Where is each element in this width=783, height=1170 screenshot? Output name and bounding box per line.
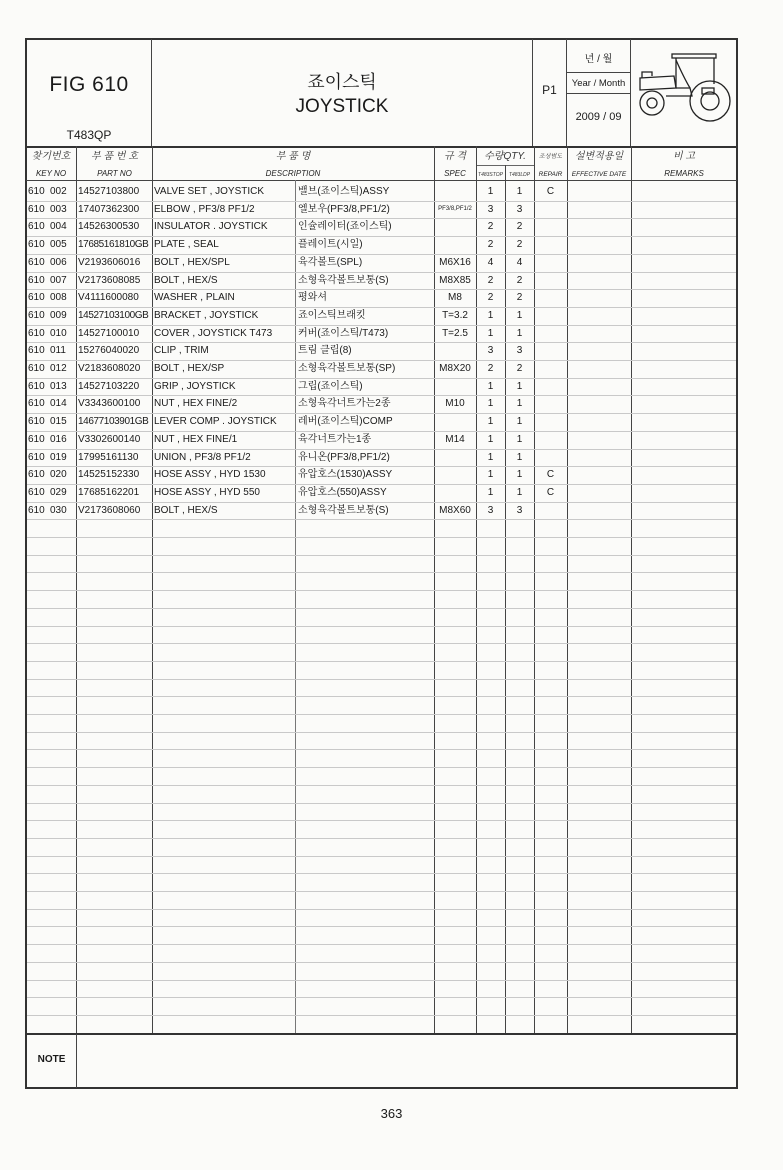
page-title-korean: 죠이스틱	[307, 72, 377, 92]
column-divider	[295, 180, 296, 1034]
description-cell: BOLT , HEX/SPL	[154, 257, 230, 268]
row-rule	[27, 643, 736, 644]
row-rule	[27, 449, 736, 450]
tractor-icon	[632, 48, 734, 128]
description-ko-cell: 트림 클립(8)	[298, 345, 352, 356]
qty-cell: 1	[516, 398, 523, 409]
fig-cell: 610	[28, 239, 45, 250]
qty-cell: 2	[487, 239, 494, 250]
description-cell: CLIP , TRIM	[154, 345, 209, 356]
row-rule	[27, 661, 736, 662]
row-rule	[27, 944, 736, 945]
column-header-desc: DESCRIPTION	[265, 169, 321, 178]
description-cell: PLATE , SEAL	[154, 239, 219, 250]
row-rule	[27, 785, 736, 786]
fig-cell: 610	[28, 204, 45, 215]
description-ko-cell: 유니온(PF3/8,PF1/2)	[298, 452, 390, 463]
description-cell: BRACKET , JOYSTICK	[154, 310, 259, 321]
description-cell: ELBOW , PF3/8 PF1/2	[154, 204, 255, 215]
row-rule	[27, 555, 736, 556]
qty-cell: 4	[487, 257, 494, 268]
qty-cell: 2	[487, 363, 494, 374]
column-header-part: PART NO	[97, 169, 132, 178]
part-no-cell: 14527103100GB	[78, 310, 149, 321]
qty-cell: 1	[516, 469, 523, 480]
year-month-value: 2009 / 09	[575, 111, 622, 123]
part-no-cell: 14525152330	[78, 469, 140, 480]
fig-cell: 610	[28, 469, 45, 480]
row-rule	[27, 254, 736, 255]
description-cell: NUT , HEX FINE/2	[154, 398, 238, 409]
part-no-cell: 15276040020	[78, 345, 140, 356]
description-ko-cell: 소형육각볼트보통(S)	[298, 275, 389, 286]
row-rule	[27, 749, 736, 750]
description-cell: WASHER , PLAIN	[154, 292, 235, 303]
description-ko-cell: 평와셔	[298, 292, 327, 303]
fig-cell: 610	[28, 363, 45, 374]
qty-cell: 1	[487, 452, 494, 463]
column-header-key-ko: 찾기번호	[31, 151, 71, 162]
row-rule	[27, 378, 736, 379]
row-rule	[27, 342, 736, 343]
part-no-cell: V3343600100	[78, 398, 141, 409]
qty-cell: 1	[487, 310, 494, 321]
key-no-cell: 014	[50, 398, 67, 409]
description-ko-cell: 소형육각볼트보통(S)	[298, 505, 389, 516]
key-no-cell: 016	[50, 434, 67, 445]
spec-cell: M8X20	[439, 363, 471, 374]
fig-cell: 610	[28, 328, 45, 339]
description-ko-cell: 커버(죠이스틱/T473)	[298, 328, 389, 339]
description-cell: HOSE ASSY , HYD 550	[154, 487, 260, 498]
qty-cell: 1	[516, 310, 523, 321]
row-rule	[27, 696, 736, 697]
qty-cell: 2	[487, 292, 494, 303]
fig-cell: 610	[28, 398, 45, 409]
spec-cell: M14	[445, 434, 465, 445]
key-no-cell: 011	[50, 345, 66, 356]
fig-cell: 610	[28, 505, 45, 516]
row-rule	[27, 519, 736, 520]
qty-cell: 2	[516, 292, 523, 303]
spec-cell: M8	[448, 292, 462, 303]
qty-cell: 1	[516, 328, 523, 339]
repair-cell: C	[546, 487, 555, 498]
part-no-cell: V4111600080	[78, 292, 139, 303]
fig-cell: 610	[28, 416, 45, 427]
description-ko-cell: 그립(죠이스틱)	[298, 381, 363, 392]
part-no-cell: V2193606016	[78, 257, 141, 268]
column-header-desc-ko: 부 품 명	[275, 151, 311, 162]
qty-cell: 1	[487, 434, 494, 445]
qty-cell: 3	[516, 204, 523, 215]
spec-cell: M6X16	[439, 257, 471, 268]
row-rule	[27, 484, 736, 485]
description-cell: BOLT , HEX/S	[154, 505, 218, 516]
row-rule	[27, 218, 736, 219]
key-no-cell: 007	[50, 275, 67, 286]
qty-cell: 2	[516, 275, 523, 286]
row-rule	[27, 626, 736, 627]
spec-cell: M8X85	[439, 275, 471, 286]
qty-cell: 2	[487, 275, 494, 286]
model-code: T483QP	[66, 128, 112, 142]
fig-cell: 610	[28, 452, 45, 463]
row-rule	[27, 608, 736, 609]
figure-number: FIG 610	[49, 73, 129, 96]
key-no-cell: 008	[50, 292, 67, 303]
column-header-key: KEY NO	[35, 169, 67, 178]
description-ko-cell: 죠이스틱브래킷	[298, 310, 366, 321]
row-rule	[27, 307, 736, 308]
column-header-qty-sub1: T483STOP	[478, 172, 503, 178]
row-rule	[27, 502, 736, 503]
qty-cell: 1	[487, 328, 494, 339]
fig-cell: 610	[28, 487, 45, 498]
page-number: 363	[380, 1106, 403, 1121]
page-title: JOYSTICK	[295, 96, 389, 117]
header-divider	[566, 72, 630, 73]
key-no-cell: 006	[50, 257, 67, 268]
description-ko-cell: 유압호스(1530)ASSY	[298, 469, 393, 480]
key-no-cell: 012	[50, 363, 67, 374]
qty-cell: 2	[516, 221, 523, 232]
fig-cell: 610	[28, 292, 45, 303]
row-rule	[27, 272, 736, 273]
qty-cell: 1	[516, 434, 523, 445]
row-rule	[27, 856, 736, 857]
qty-cell: 1	[487, 381, 494, 392]
description-ko-cell: 플레이트(시일)	[298, 239, 363, 250]
qty-cell: 1	[516, 381, 523, 392]
column-header-eff: EFFECTIVE DATE	[571, 171, 627, 178]
qty-cell: 3	[516, 345, 523, 356]
description-ko-cell: 육각볼트(SPL)	[298, 257, 363, 268]
column-header-remarks: REMARKS	[664, 169, 704, 178]
fig-cell: 610	[28, 345, 45, 356]
key-no-cell: 013	[50, 381, 67, 392]
qty-cell: 1	[487, 487, 494, 498]
qty-cell: 1	[487, 469, 494, 480]
part-no-cell: 17407362300	[78, 204, 140, 215]
part-no-cell: V2183608020	[78, 363, 141, 374]
row-rule	[27, 820, 736, 821]
spec-cell: M10	[445, 398, 465, 409]
qty-cell: 2	[516, 363, 523, 374]
row-rule	[27, 962, 736, 963]
key-no-cell: 009	[50, 310, 67, 321]
row-rule	[27, 909, 736, 910]
note-top-border	[26, 1033, 737, 1035]
fig-cell: 610	[28, 434, 45, 445]
row-rule	[27, 466, 736, 467]
description-ko-cell: 육각너트가는1종	[298, 434, 372, 445]
fig-cell: 610	[28, 381, 45, 392]
description-ko-cell: 엘보우(PF3/8,PF1/2)	[298, 204, 390, 215]
row-rule	[27, 803, 736, 804]
fig-cell: 610	[28, 275, 45, 286]
spec-cell: PF3/8,PF1/2	[438, 206, 472, 212]
row-rule	[27, 732, 736, 733]
key-no-cell: 019	[50, 452, 67, 463]
part-no-cell: 14677103901GB	[78, 416, 149, 427]
row-rule	[27, 873, 736, 874]
part-no-cell: V3302600140	[78, 434, 141, 445]
qty-cell: 3	[516, 505, 523, 516]
header-divider	[566, 93, 630, 94]
row-rule	[27, 1015, 736, 1016]
description-ko-cell: 인슐레이터(죠이스틱)	[298, 221, 392, 232]
row-rule	[27, 201, 736, 202]
qty-cell: 3	[487, 204, 494, 215]
column-header-repair: REPAIR	[538, 171, 563, 178]
row-rule	[27, 997, 736, 998]
description-ko-cell: 소형육각볼트보통(SP)	[298, 363, 396, 374]
spec-cell: T=3.2	[442, 310, 468, 321]
part-no-cell: V2173608085	[78, 275, 141, 286]
row-rule	[27, 891, 736, 892]
part-no-cell: 14526300530	[78, 221, 140, 232]
part-no-cell: 14527103220	[78, 381, 140, 392]
row-rule	[27, 980, 736, 981]
description-cell: COVER , JOYSTICK T473	[154, 328, 273, 339]
column-header-qty: 수량QTY.	[484, 151, 526, 162]
row-rule	[27, 360, 736, 361]
row-rule	[27, 236, 736, 237]
fig-cell: 610	[28, 257, 45, 268]
description-cell: BOLT , HEX/SP	[154, 363, 225, 374]
key-no-cell: 029	[50, 487, 67, 498]
qty-cell: 1	[516, 416, 523, 427]
row-rule	[27, 926, 736, 927]
qty-cell: 4	[516, 257, 523, 268]
repair-cell: C	[546, 186, 555, 197]
key-no-cell: 005	[50, 239, 67, 250]
fig-cell: 610	[28, 186, 45, 197]
description-cell: VALVE SET , JOYSTICK	[154, 186, 265, 197]
description-ko-cell: 소형육각너트가는2종	[298, 398, 391, 409]
description-ko-cell: 유압호스(550)ASSY	[298, 487, 387, 498]
row-rule	[27, 838, 736, 839]
key-no-cell: 010	[50, 328, 67, 339]
row-rule	[27, 714, 736, 715]
qty-cell: 3	[487, 505, 494, 516]
description-ko-cell: 레버(죠이스틱)COMP	[298, 416, 393, 427]
key-no-cell: 004	[50, 221, 67, 232]
qty-cell: 1	[487, 186, 494, 197]
repair-cell: C	[546, 469, 555, 480]
qty-cell: 1	[516, 186, 523, 197]
column-header-eff-ko: 설변적용일	[574, 151, 624, 162]
column-header-part-ko: 부 품 번 호	[91, 151, 138, 162]
column-header-spec: SPEC	[444, 169, 466, 178]
row-rule	[27, 325, 736, 326]
key-no-cell: 003	[50, 204, 67, 215]
note-divider	[76, 1034, 77, 1088]
fig-cell: 610	[28, 221, 45, 232]
column-header-repair-ko: 조상범도	[538, 154, 563, 160]
description-ko-cell: 밸브(죠이스틱)ASSY	[298, 186, 390, 197]
qty-cell: 2	[516, 239, 523, 250]
description-cell: NUT , HEX FINE/1	[154, 434, 238, 445]
qty-cell: 2	[487, 221, 494, 232]
year-month-label-ko: 년 / 월	[584, 54, 613, 65]
part-no-cell: 17685161810GB	[78, 239, 149, 250]
row-rule	[27, 395, 736, 396]
row-rule	[27, 537, 736, 538]
part-no-cell: 17995161130	[78, 452, 139, 463]
qty-cell: 1	[516, 452, 523, 463]
key-no-cell: 020	[50, 469, 67, 480]
key-no-cell: 030	[50, 505, 67, 516]
part-no-cell: 14527103800	[78, 186, 140, 197]
year-month-label: Year / Month	[571, 78, 626, 89]
part-no-cell: V2173608060	[78, 505, 141, 516]
description-cell: GRIP , JOYSTICK	[154, 381, 236, 392]
key-no-cell: 002	[50, 186, 67, 197]
qty-cell: 1	[487, 398, 494, 409]
description-cell: LEVER COMP . JOYSTICK	[154, 416, 277, 427]
row-rule	[27, 431, 736, 432]
page-code: P1	[542, 83, 557, 97]
qty-cell: 1	[516, 487, 523, 498]
note-label: NOTE	[37, 1054, 66, 1065]
spec-cell: M8X60	[439, 505, 471, 516]
part-no-cell: 17685162201	[78, 487, 140, 498]
row-rule	[27, 413, 736, 414]
description-cell: INSULATOR . JOYSTICK	[154, 221, 268, 232]
description-cell: HOSE ASSY , HYD 1530	[154, 469, 266, 480]
row-rule	[27, 572, 736, 573]
spec-cell: T=2.5	[442, 328, 468, 339]
qty-cell: 1	[487, 416, 494, 427]
description-cell: UNION , PF3/8 PF1/2	[154, 452, 251, 463]
part-no-cell: 14527100010	[78, 328, 140, 339]
row-rule	[27, 767, 736, 768]
column-header-remarks-ko: 비 고	[672, 151, 696, 162]
qty-cell: 3	[487, 345, 494, 356]
column-header-spec-ko: 규 격	[443, 151, 467, 162]
column-header-qty-sub2: T483LDP	[508, 172, 531, 178]
row-rule	[27, 590, 736, 591]
key-no-cell: 015	[50, 416, 67, 427]
row-rule	[27, 289, 736, 290]
description-cell: BOLT , HEX/S	[154, 275, 218, 286]
fig-cell: 610	[28, 310, 45, 321]
row-rule	[27, 679, 736, 680]
header-divider	[630, 39, 631, 146]
